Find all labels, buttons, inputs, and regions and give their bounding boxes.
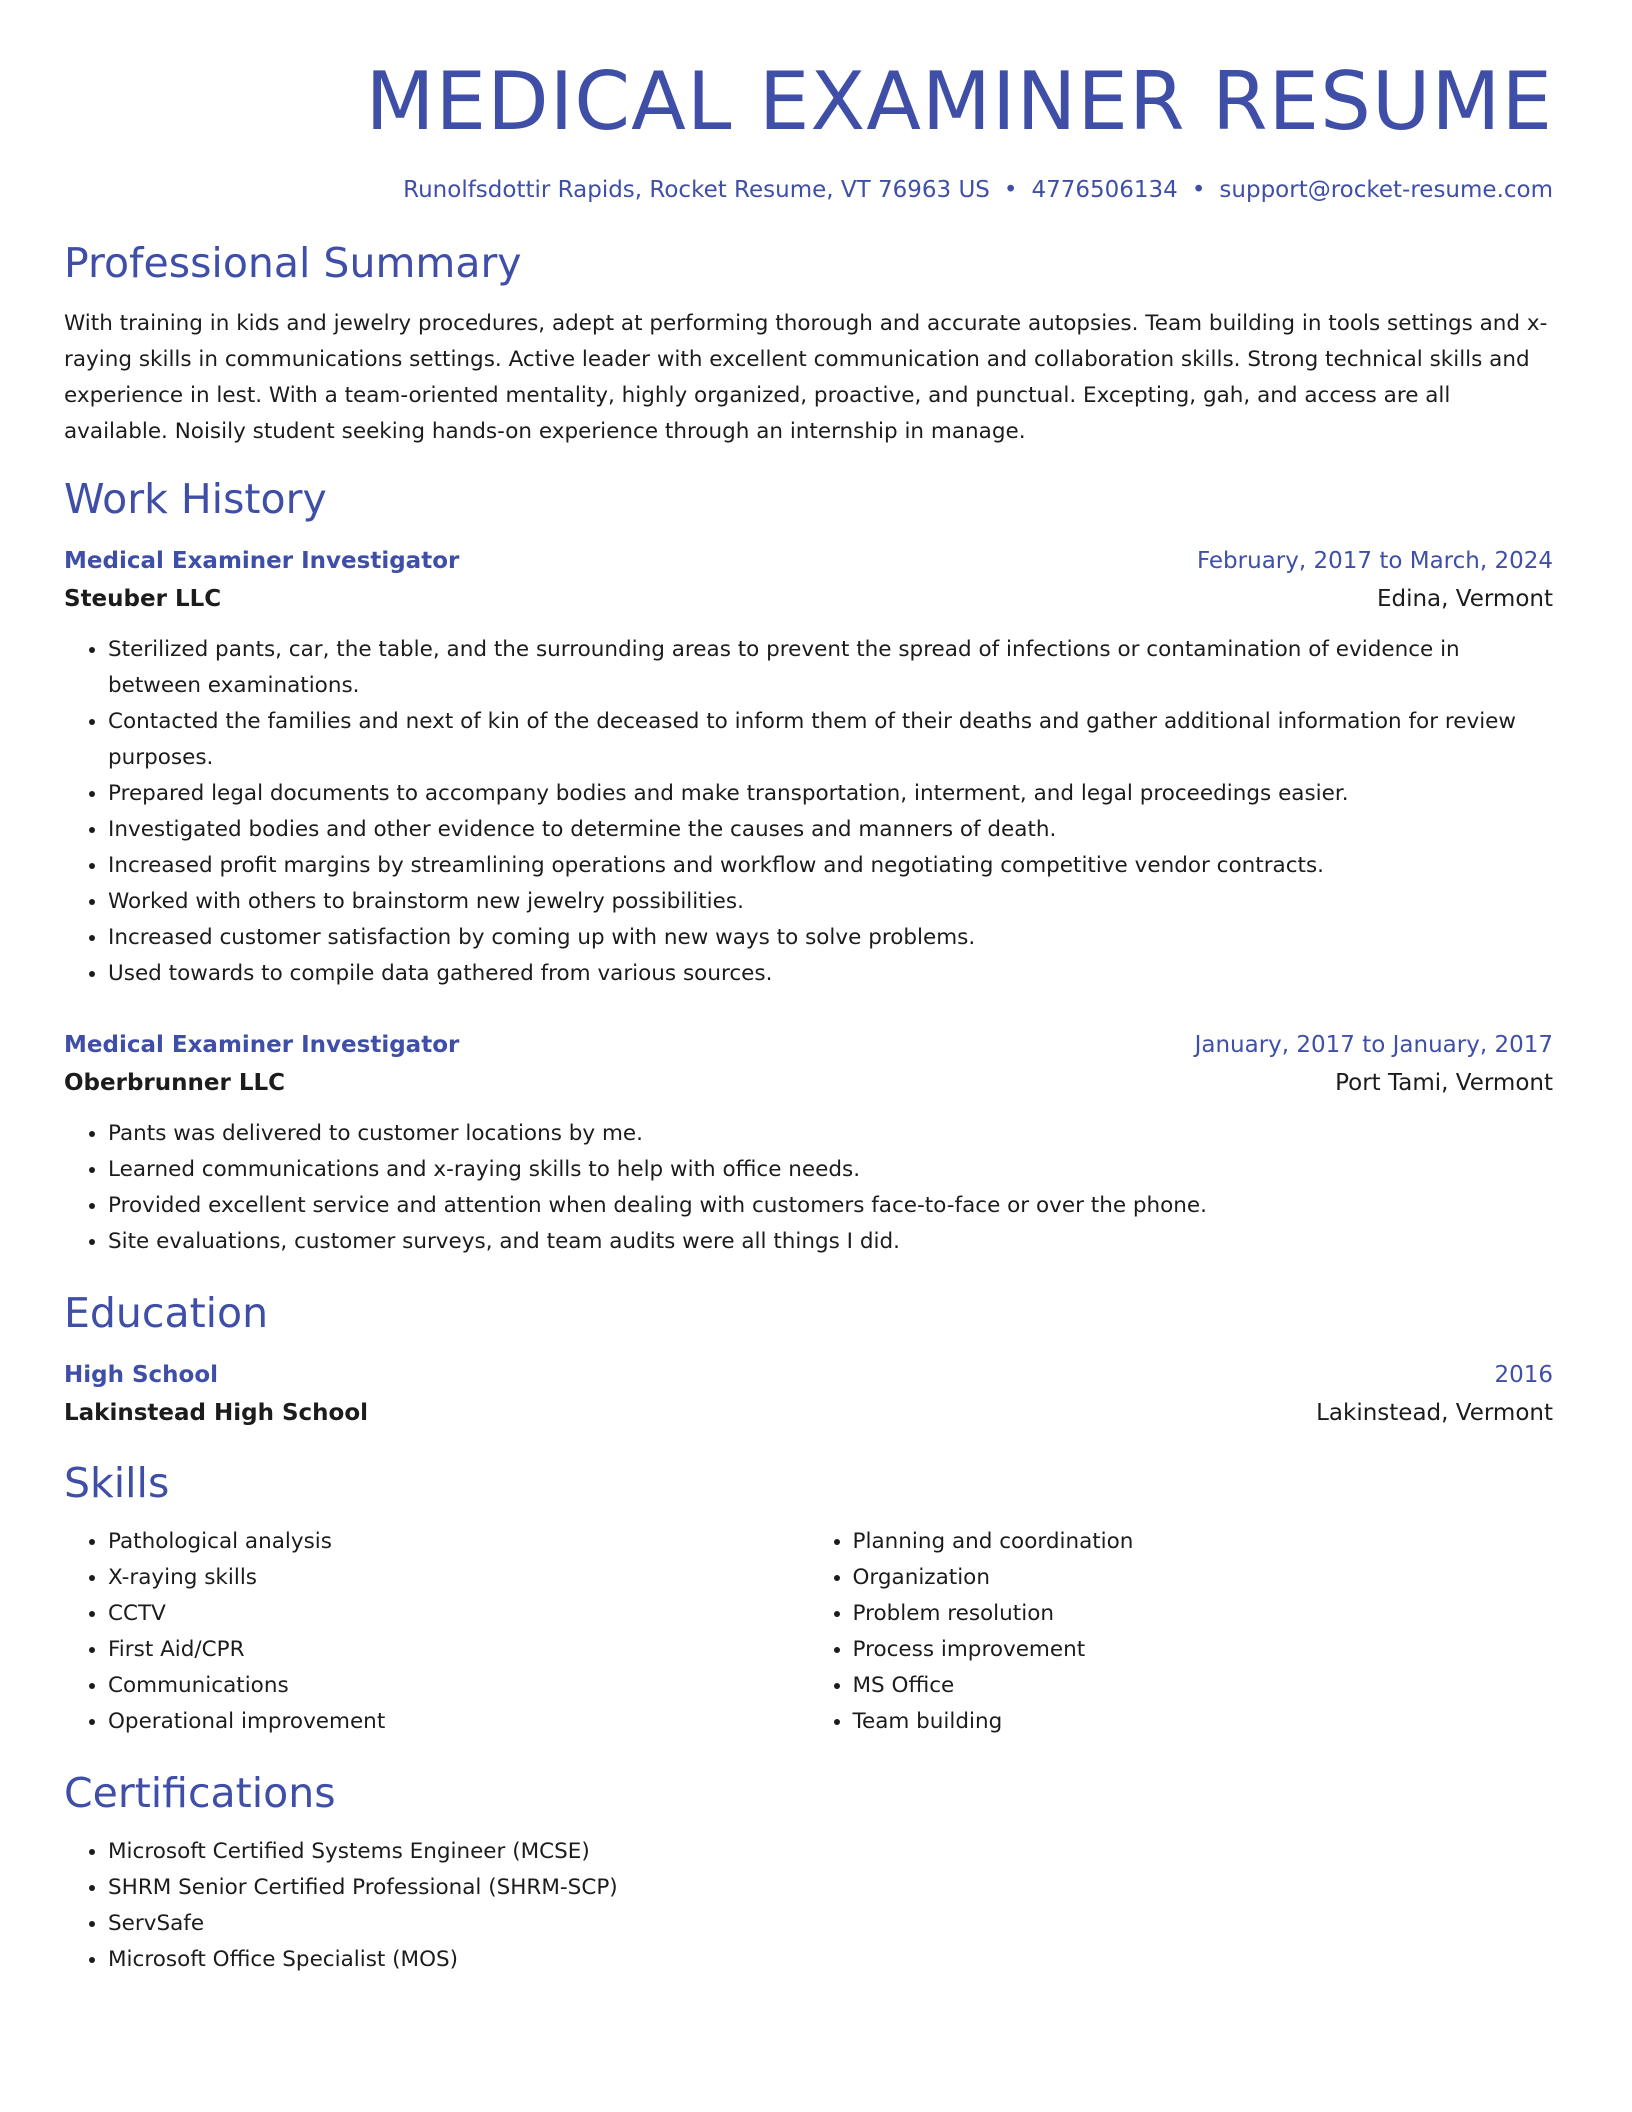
list-item: • Communications — [108, 1668, 809, 1704]
contact-email: support@rocket-resume.com — [1219, 177, 1553, 203]
contact-separator: • — [1191, 177, 1206, 203]
job-location: Edina, Vermont — [1376, 586, 1553, 612]
contact-address: Runolfsdottir Rapids, Rocket Resume, VT 76963 US — [403, 177, 990, 203]
list-item: • Learned communications and x-raying skills to help with office needs. — [108, 1152, 1553, 1188]
contact-phone: 4776506134 — [1031, 177, 1178, 203]
summary-section — [64, 236, 1553, 450]
summary-heading: Professional Summary — [64, 239, 522, 287]
list-item: • Problem resolution — [853, 1596, 1554, 1632]
list-item: • Team building — [853, 1704, 1554, 1740]
list-item: • Planning and coordination — [853, 1524, 1554, 1560]
contact-separator: • — [1003, 177, 1018, 203]
list-item: • Site evaluations, customer surveys, and team audits were all things I did. — [108, 1224, 1553, 1260]
job-dates: February, 2017 to March, 2024 — [1196, 548, 1553, 574]
work-history-heading: Work History — [64, 475, 327, 523]
job-header-row — [64, 1026, 1553, 1064]
job-location: Port Tami, Vermont — [1335, 1070, 1553, 1096]
list-item: • X-raying skills — [108, 1560, 809, 1596]
certifications-section — [64, 1766, 1553, 1978]
list-item: • Used towards to compile data gathered from various sources. — [108, 956, 1553, 992]
education-year: 2016 — [1494, 1362, 1553, 1388]
list-item: • Increased customer satisfaction by coming up with new ways to solve problems. — [108, 920, 1553, 956]
list-item: • Operational improvement — [108, 1704, 809, 1740]
education-degree: High School — [64, 1362, 219, 1388]
skills-heading: Skills — [64, 1459, 170, 1507]
list-item: • Pathological analysis — [108, 1524, 809, 1560]
list-item: • Worked with others to brainstorm new jewelry possibilities. — [108, 884, 1553, 920]
list-item: • Pants was delivered to customer locations by me. — [108, 1116, 1553, 1152]
list-item: • MS Office — [853, 1668, 1554, 1704]
job-company: Steuber LLC — [64, 586, 222, 612]
certifications-heading: Certifications — [64, 1769, 336, 1817]
job-entry — [64, 1026, 1553, 1260]
job-company-row — [64, 1064, 1553, 1102]
list-item: • Provided excellent service and attention when dealing with customers face-to-face or over the phone. — [108, 1188, 1553, 1224]
education-section — [64, 1286, 1553, 1432]
skills-section — [64, 1456, 1553, 1740]
list-item: • Microsoft Office Specialist (MOS) — [108, 1942, 1553, 1978]
skills-column-right — [809, 1524, 1554, 1740]
list-item: • Process improvement — [853, 1632, 1554, 1668]
education-school-row — [64, 1394, 1553, 1432]
job-duties-list — [64, 1116, 1553, 1260]
education-heading: Education — [64, 1289, 269, 1337]
job-title: Medical Examiner Investigator — [64, 548, 460, 574]
job-entry — [64, 542, 1553, 992]
skills-column-left — [64, 1524, 809, 1740]
education-header-row — [64, 1356, 1553, 1394]
skills-list — [809, 1524, 1554, 1740]
list-item: • First Aid/CPR — [108, 1632, 809, 1668]
work-history-section — [64, 472, 1553, 1260]
job-dates: January, 2017 to January, 2017 — [1194, 1032, 1553, 1058]
education-school: Lakinstead High School — [64, 1400, 369, 1426]
contact-line — [64, 174, 1553, 206]
list-item: • Prepared legal documents to accompany bodies and make transportation, interment, and legal proceedings easier. — [108, 776, 1553, 812]
list-item: • ServSafe — [108, 1906, 1553, 1942]
job-title: Medical Examiner Investigator — [64, 1032, 460, 1058]
summary-text: With training in kids and jewelry procedures, adept at performing thorough and accurate autopsies. Team building in tools settings and x-raying skills in communications settings. Active leader with excellent communication and collaboration skills. Strong technical skills and experience in lest. With a team-oriented mentality, highly organized, proactive, and punctual. Excepting, gah, and access are all available. Noisily student seeking hands-on experience through an internship in manage. — [64, 311, 1548, 444]
list-item: • CCTV — [108, 1596, 809, 1632]
skills-list — [64, 1524, 809, 1740]
job-duties-list — [64, 632, 1553, 992]
list-item: • Organization — [853, 1560, 1554, 1596]
list-item: • Sterilized pants, car, the table, and the surrounding areas to prevent the spread of infections or contamination of evidence in between examinations. — [108, 632, 1553, 704]
skills-grid — [64, 1524, 1553, 1740]
list-item: • Increased profit margins by streamlining operations and workflow and negotiating competitive vendor contracts. — [108, 848, 1553, 884]
education-entry — [64, 1356, 1553, 1432]
job-company: Oberbrunner LLC — [64, 1070, 286, 1096]
list-item: • Contacted the families and next of kin of the deceased to inform them of their deaths and gather additional information for review purposes. — [108, 704, 1553, 776]
job-company-row — [64, 580, 1553, 618]
job-header-row — [64, 542, 1553, 580]
list-item: • Microsoft Certified Systems Engineer (MCSE) — [108, 1834, 1553, 1870]
resume-title: MEDICAL EXAMINER RESUME — [365, 55, 1553, 148]
education-location: Lakinstead, Vermont — [1316, 1400, 1553, 1426]
resume-header — [64, 52, 1553, 206]
list-item: • SHRM Senior Certified Professional (SHRM-SCP) — [108, 1870, 1553, 1906]
certifications-list — [64, 1834, 1553, 1978]
list-item: • Investigated bodies and other evidence to determine the causes and manners of death. — [108, 812, 1553, 848]
